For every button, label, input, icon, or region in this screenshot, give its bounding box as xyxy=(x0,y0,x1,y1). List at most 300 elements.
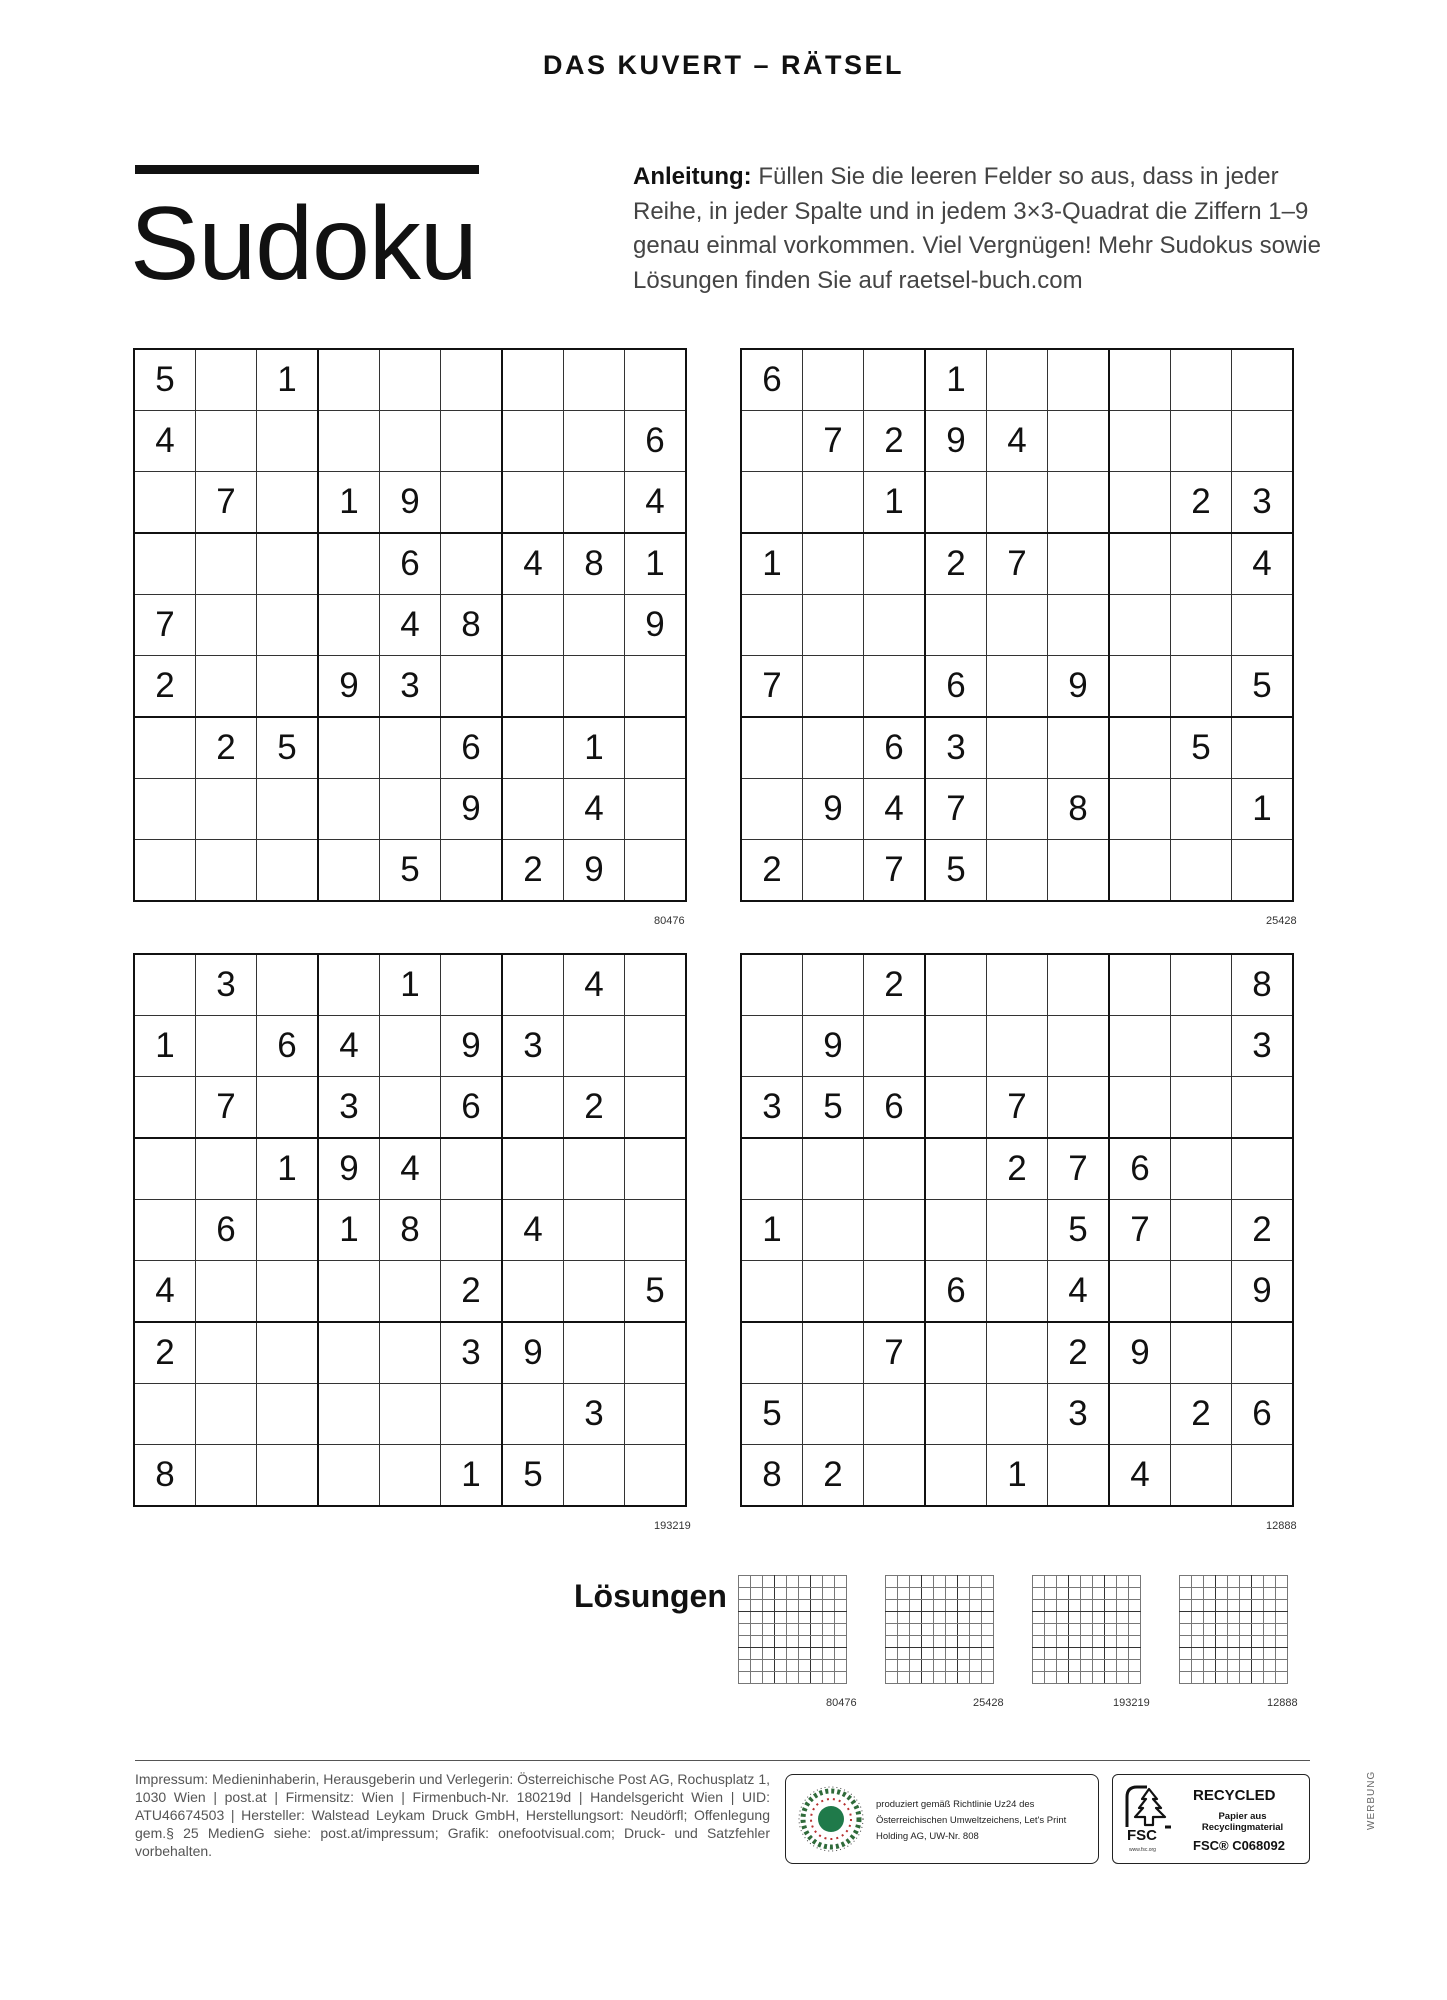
solution-cell xyxy=(1252,1636,1264,1648)
sudoku-cell: 3 xyxy=(502,1016,564,1077)
solution-cell xyxy=(1105,1660,1117,1672)
solution-cell xyxy=(1081,1576,1093,1588)
solution-cell xyxy=(1069,1636,1081,1648)
solution-cell xyxy=(1081,1600,1093,1612)
eco-label-box xyxy=(785,1774,1099,1864)
sudoku-cell: 7 xyxy=(1048,1138,1110,1200)
solution-cell xyxy=(1180,1660,1192,1672)
sudoku-cell xyxy=(257,595,319,656)
sudoku-cell xyxy=(1171,1261,1232,1323)
solution-cell xyxy=(922,1636,934,1648)
sudoku-cell: 2 xyxy=(925,533,987,595)
sudoku-cell xyxy=(257,1322,319,1384)
sudoku-cell: 9 xyxy=(441,779,503,840)
solution-cell xyxy=(1081,1660,1093,1672)
sudoku-row xyxy=(741,840,1293,902)
sudoku-cell xyxy=(925,1322,987,1384)
sudoku-cell: 3 xyxy=(1232,1016,1294,1077)
solution-cell xyxy=(1192,1624,1204,1636)
solution-cell xyxy=(1240,1624,1252,1636)
sudoku-cell xyxy=(257,411,319,472)
sudoku-cell xyxy=(318,595,380,656)
solution-cell xyxy=(1033,1636,1045,1648)
solution-cell xyxy=(1276,1576,1288,1588)
solution-cell xyxy=(1276,1600,1288,1612)
sudoku-cell xyxy=(134,954,196,1016)
sudoku-cell: 6 xyxy=(380,533,441,595)
sudoku-cell xyxy=(625,349,687,411)
sudoku-cell: 1 xyxy=(257,349,319,411)
solution-cell xyxy=(1129,1648,1141,1660)
solution-code-3: 193219 xyxy=(1113,1697,1150,1709)
sudoku-cell xyxy=(134,779,196,840)
solution-cell xyxy=(823,1588,835,1600)
sudoku-row xyxy=(741,656,1293,718)
sudoku-cell xyxy=(625,1384,687,1445)
solution-cell xyxy=(1045,1576,1057,1588)
sudoku-cell xyxy=(134,1077,196,1139)
solution-cell xyxy=(739,1660,751,1672)
sudoku-cell: 7 xyxy=(925,779,987,840)
solution-cell xyxy=(1105,1588,1117,1600)
sudoku-row xyxy=(134,349,686,411)
solution-cell xyxy=(1240,1600,1252,1612)
solution-cell xyxy=(739,1576,751,1588)
solution-cell xyxy=(1057,1660,1069,1672)
sudoku-cell xyxy=(134,533,196,595)
solution-cell xyxy=(739,1624,751,1636)
sudoku-row xyxy=(134,656,686,718)
sudoku-cell xyxy=(257,1384,319,1445)
solution-cell xyxy=(958,1588,970,1600)
sudoku-cell xyxy=(380,1322,441,1384)
solution-cell xyxy=(886,1624,898,1636)
sudoku-cell xyxy=(1171,1445,1232,1507)
solution-cell xyxy=(811,1624,823,1636)
solution-cell xyxy=(1129,1612,1141,1624)
solution-cell xyxy=(1204,1588,1216,1600)
sudoku-cell: 5 xyxy=(925,840,987,902)
sudoku-cell xyxy=(1048,1077,1110,1139)
sudoku-cell xyxy=(196,411,257,472)
solution-cell xyxy=(1117,1660,1129,1672)
solution-cell xyxy=(1276,1672,1288,1684)
sudoku-cell: 4 xyxy=(380,1138,441,1200)
footer-divider xyxy=(135,1760,1310,1761)
sudoku-cell: 3 xyxy=(564,1384,625,1445)
sudoku-row xyxy=(134,1200,686,1261)
solution-cell xyxy=(1180,1576,1192,1588)
sudoku-row xyxy=(134,1016,686,1077)
sudoku-cell: 2 xyxy=(134,1322,196,1384)
solution-thumbnail-3 xyxy=(1032,1575,1141,1684)
sudoku-cell: 2 xyxy=(134,656,196,718)
sudoku-cell xyxy=(1109,779,1171,840)
sudoku-cell xyxy=(564,595,625,656)
sudoku-cell xyxy=(925,1384,987,1445)
solution-cell xyxy=(763,1636,775,1648)
solution-cell xyxy=(1069,1660,1081,1672)
sudoku-cell: 9 xyxy=(502,1322,564,1384)
sudoku-cell xyxy=(564,1200,625,1261)
sudoku-cell xyxy=(257,472,319,534)
solution-cell xyxy=(1033,1672,1045,1684)
solution-cell xyxy=(763,1660,775,1672)
sudoku-cell: 2 xyxy=(564,1077,625,1139)
sudoku-cell: 5 xyxy=(134,349,196,411)
solution-cell xyxy=(1216,1600,1228,1612)
sudoku-cell xyxy=(925,595,987,656)
solution-cell xyxy=(1276,1624,1288,1636)
sudoku-cell xyxy=(925,1445,987,1507)
sudoku-row xyxy=(741,1138,1293,1200)
solution-cell xyxy=(1228,1576,1240,1588)
sudoku-cell xyxy=(987,717,1048,779)
sudoku-cell xyxy=(441,411,503,472)
solution-cell xyxy=(1117,1576,1129,1588)
sudoku-cell xyxy=(803,349,864,411)
sudoku-cell xyxy=(987,656,1048,718)
sudoku-cell xyxy=(1232,595,1294,656)
sudoku-cell xyxy=(502,1138,564,1200)
sudoku-cell xyxy=(502,1384,564,1445)
solution-cell xyxy=(1180,1588,1192,1600)
sudoku-cell: 3 xyxy=(380,656,441,718)
sudoku-cell: 8 xyxy=(741,1445,803,1507)
sudoku-cell xyxy=(318,840,380,902)
instructions-label: Anleitung: xyxy=(633,163,752,190)
sudoku-row xyxy=(741,717,1293,779)
solution-cell xyxy=(982,1636,994,1648)
sudoku-cell xyxy=(502,656,564,718)
sudoku-cell xyxy=(741,595,803,656)
sudoku-row xyxy=(134,717,686,779)
solution-cell xyxy=(775,1612,787,1624)
solution-cell xyxy=(1129,1672,1141,1684)
solution-cell xyxy=(1105,1612,1117,1624)
sudoku-cell: 4 xyxy=(502,533,564,595)
solution-cell xyxy=(799,1648,811,1660)
sudoku-cell xyxy=(987,1384,1048,1445)
sudoku-cell: 6 xyxy=(196,1200,257,1261)
solution-cell xyxy=(1081,1588,1093,1600)
solution-cell xyxy=(763,1588,775,1600)
sudoku-cell xyxy=(741,472,803,534)
sudoku-grid-2 xyxy=(740,348,1294,902)
sudoku-cell xyxy=(925,1077,987,1139)
sudoku-cell xyxy=(502,1077,564,1139)
sudoku-cell: 1 xyxy=(625,533,687,595)
sudoku-cell xyxy=(1232,1445,1294,1507)
solution-cell xyxy=(1045,1600,1057,1612)
sudoku-cell xyxy=(257,840,319,902)
solution-cell xyxy=(1228,1672,1240,1684)
sudoku-cell xyxy=(625,1138,687,1200)
solution-cell xyxy=(982,1612,994,1624)
sudoku-cell xyxy=(564,1138,625,1200)
sudoku-cell: 5 xyxy=(1048,1200,1110,1261)
sudoku-cell xyxy=(864,595,926,656)
sudoku-row xyxy=(134,472,686,534)
solution-cell xyxy=(1204,1660,1216,1672)
solution-code-1: 80476 xyxy=(826,1697,857,1709)
sudoku-row xyxy=(134,411,686,472)
solution-thumbnail-2 xyxy=(885,1575,994,1684)
solution-cell xyxy=(1045,1624,1057,1636)
sudoku-cell xyxy=(1048,472,1110,534)
sudoku-cell xyxy=(196,1445,257,1507)
sudoku-cell xyxy=(625,840,687,902)
sudoku-cell: 3 xyxy=(196,954,257,1016)
solution-cell xyxy=(1204,1600,1216,1612)
sudoku-cell xyxy=(1109,1077,1171,1139)
sudoku-cell xyxy=(625,779,687,840)
solution-cell xyxy=(823,1636,835,1648)
sudoku-cell: 8 xyxy=(564,533,625,595)
solution-cell xyxy=(1192,1660,1204,1672)
sudoku-cell: 4 xyxy=(318,1016,380,1077)
sudoku-cell xyxy=(134,717,196,779)
solutions-label: Lösungen xyxy=(574,1578,727,1614)
solution-cell xyxy=(958,1636,970,1648)
sudoku-cell: 5 xyxy=(625,1261,687,1323)
sudoku-cell xyxy=(803,1261,864,1323)
sudoku-row xyxy=(741,349,1293,411)
sudoku-cell: 7 xyxy=(1109,1200,1171,1261)
sudoku-cell xyxy=(441,1138,503,1200)
sudoku-grid-1 xyxy=(133,348,687,902)
sudoku-cell: 9 xyxy=(564,840,625,902)
solution-cell xyxy=(970,1624,982,1636)
solution-cell xyxy=(811,1648,823,1660)
solution-cell xyxy=(787,1636,799,1648)
fsc-url: www.fsc.org xyxy=(1129,1847,1156,1853)
solution-cell xyxy=(934,1588,946,1600)
solution-cell xyxy=(1129,1600,1141,1612)
sudoku-cell xyxy=(987,1200,1048,1261)
solution-cell xyxy=(982,1660,994,1672)
sudoku-cell xyxy=(987,779,1048,840)
solution-cell xyxy=(1069,1588,1081,1600)
sudoku-cell: 9 xyxy=(803,779,864,840)
solution-cell xyxy=(823,1672,835,1684)
sudoku-row xyxy=(741,411,1293,472)
sudoku-cell xyxy=(1048,840,1110,902)
sudoku-cell xyxy=(441,1384,503,1445)
solution-cell xyxy=(1252,1588,1264,1600)
solution-cell xyxy=(1252,1612,1264,1624)
sudoku-cell xyxy=(502,349,564,411)
sudoku-cell: 2 xyxy=(1232,1200,1294,1261)
sudoku-row xyxy=(134,1138,686,1200)
sudoku-row xyxy=(134,840,686,902)
solution-cell xyxy=(958,1612,970,1624)
solution-cell xyxy=(1069,1672,1081,1684)
sudoku-cell: 9 xyxy=(441,1016,503,1077)
sudoku-cell: 3 xyxy=(925,717,987,779)
sudoku-cell xyxy=(864,533,926,595)
solution-cell xyxy=(1093,1672,1105,1684)
sudoku-cell xyxy=(741,1261,803,1323)
solution-cell xyxy=(1252,1624,1264,1636)
solution-cell xyxy=(1228,1660,1240,1672)
solution-cell xyxy=(886,1576,898,1588)
sudoku-cell: 1 xyxy=(134,1016,196,1077)
solution-cell xyxy=(1228,1612,1240,1624)
sudoku-cell: 3 xyxy=(318,1077,380,1139)
sudoku-cell xyxy=(196,1016,257,1077)
solution-cell xyxy=(946,1612,958,1624)
sudoku-cell xyxy=(1232,840,1294,902)
sudoku-cell xyxy=(1109,349,1171,411)
solution-cell xyxy=(1240,1636,1252,1648)
solution-cell xyxy=(1192,1636,1204,1648)
sudoku-cell xyxy=(1048,954,1110,1016)
sudoku-cell xyxy=(1109,1384,1171,1445)
sudoku-cell xyxy=(318,1445,380,1507)
solution-cell xyxy=(970,1648,982,1660)
solution-cell xyxy=(811,1588,823,1600)
sudoku-cell xyxy=(564,472,625,534)
sudoku-cell xyxy=(196,595,257,656)
sudoku-cell: 4 xyxy=(864,779,926,840)
solution-cell xyxy=(934,1612,946,1624)
sudoku-cell: 1 xyxy=(925,349,987,411)
sudoku-cell xyxy=(502,779,564,840)
sudoku-cell xyxy=(625,1322,687,1384)
solution-cell xyxy=(787,1612,799,1624)
solution-cell xyxy=(1057,1636,1069,1648)
sudoku-cell xyxy=(1109,472,1171,534)
sudoku-cell xyxy=(257,779,319,840)
solution-cell xyxy=(982,1648,994,1660)
solution-cell xyxy=(823,1600,835,1612)
solution-cell xyxy=(1105,1600,1117,1612)
solution-cell xyxy=(898,1576,910,1588)
sudoku-cell: 1 xyxy=(441,1445,503,1507)
solution-cell xyxy=(1081,1648,1093,1660)
solution-code-2: 25428 xyxy=(973,1697,1004,1709)
solution-cell xyxy=(970,1636,982,1648)
solution-cell xyxy=(1204,1576,1216,1588)
solution-cell xyxy=(946,1660,958,1672)
solution-thumbnail-4 xyxy=(1179,1575,1288,1684)
sudoku-cell xyxy=(987,1261,1048,1323)
solution-cell xyxy=(751,1588,763,1600)
fsc-label-box xyxy=(1112,1774,1310,1864)
solution-cell xyxy=(787,1660,799,1672)
sudoku-cell xyxy=(318,411,380,472)
sudoku-cell: 5 xyxy=(741,1384,803,1445)
sudoku-cell: 2 xyxy=(741,840,803,902)
solution-cell xyxy=(739,1636,751,1648)
sudoku-cell: 4 xyxy=(134,411,196,472)
solution-cell xyxy=(1264,1624,1276,1636)
solution-cell xyxy=(1276,1636,1288,1648)
solution-cell xyxy=(934,1576,946,1588)
solution-cell xyxy=(1129,1588,1141,1600)
sudoku-cell xyxy=(925,1138,987,1200)
solution-cell xyxy=(1117,1600,1129,1612)
solution-cell xyxy=(1216,1612,1228,1624)
solution-cell xyxy=(1204,1636,1216,1648)
sudoku-row xyxy=(741,1016,1293,1077)
sudoku-cell xyxy=(1171,1077,1232,1139)
solution-cell xyxy=(1033,1648,1045,1660)
solution-cell xyxy=(835,1624,847,1636)
solution-cell xyxy=(775,1576,787,1588)
sudoku-cell: 6 xyxy=(864,1077,926,1139)
solution-cell xyxy=(751,1576,763,1588)
eco-label-text: produziert gemäß Richtlinie Uz24 des Österreichischen Umweltzeichens, Let's Print Holding AG, UW-Nr. 808 xyxy=(876,1799,1067,1842)
werbung-label: WERBUNG xyxy=(1366,1770,1377,1830)
solution-cell xyxy=(934,1672,946,1684)
sudoku-row xyxy=(134,595,686,656)
sudoku-cell xyxy=(502,595,564,656)
solution-cell xyxy=(1081,1612,1093,1624)
solution-cell xyxy=(1117,1588,1129,1600)
sudoku-cell xyxy=(1171,954,1232,1016)
sudoku-cell xyxy=(257,533,319,595)
solution-cell xyxy=(1057,1648,1069,1660)
sudoku-grid-4 xyxy=(740,953,1294,1507)
sudoku-cell xyxy=(257,1445,319,1507)
solution-cell xyxy=(898,1660,910,1672)
solution-cell xyxy=(1069,1624,1081,1636)
solution-cell xyxy=(922,1588,934,1600)
sudoku-cell: 8 xyxy=(1048,779,1110,840)
sudoku-cell xyxy=(196,349,257,411)
sudoku-cell: 7 xyxy=(196,472,257,534)
solution-cell xyxy=(1105,1672,1117,1684)
solution-cell xyxy=(958,1672,970,1684)
sudoku-cell: 1 xyxy=(864,472,926,534)
solution-cell xyxy=(1129,1624,1141,1636)
solution-cell xyxy=(1129,1576,1141,1588)
sudoku-cell: 4 xyxy=(1048,1261,1110,1323)
sudoku-cell: 9 xyxy=(925,411,987,472)
fsc-logo-text: FSC xyxy=(1127,1827,1157,1844)
sudoku-cell: 6 xyxy=(1109,1138,1171,1200)
instructions xyxy=(633,160,1333,298)
solution-cell xyxy=(910,1600,922,1612)
sudoku-cell xyxy=(196,656,257,718)
sudoku-cell xyxy=(1232,349,1294,411)
solution-cell xyxy=(1117,1636,1129,1648)
solution-cell xyxy=(886,1612,898,1624)
umweltzeichen-logo xyxy=(796,1784,866,1854)
sudoku-cell xyxy=(564,1445,625,1507)
sudoku-cell: 6 xyxy=(741,349,803,411)
sudoku-cell xyxy=(441,954,503,1016)
sudoku-cell xyxy=(564,1322,625,1384)
sudoku-cell xyxy=(1232,1077,1294,1139)
solution-cell xyxy=(823,1612,835,1624)
solution-cell xyxy=(823,1660,835,1672)
solution-cell xyxy=(823,1624,835,1636)
sudoku-cell xyxy=(987,595,1048,656)
sudoku-row xyxy=(741,533,1293,595)
solution-cell xyxy=(910,1576,922,1588)
solution-cell xyxy=(1105,1624,1117,1636)
sudoku-cell xyxy=(1171,349,1232,411)
solution-cell xyxy=(1180,1624,1192,1636)
sudoku-cell xyxy=(380,1261,441,1323)
solution-cell xyxy=(1216,1576,1228,1588)
sudoku-cell xyxy=(1048,1016,1110,1077)
sudoku-cell xyxy=(134,840,196,902)
solution-cell xyxy=(823,1576,835,1588)
